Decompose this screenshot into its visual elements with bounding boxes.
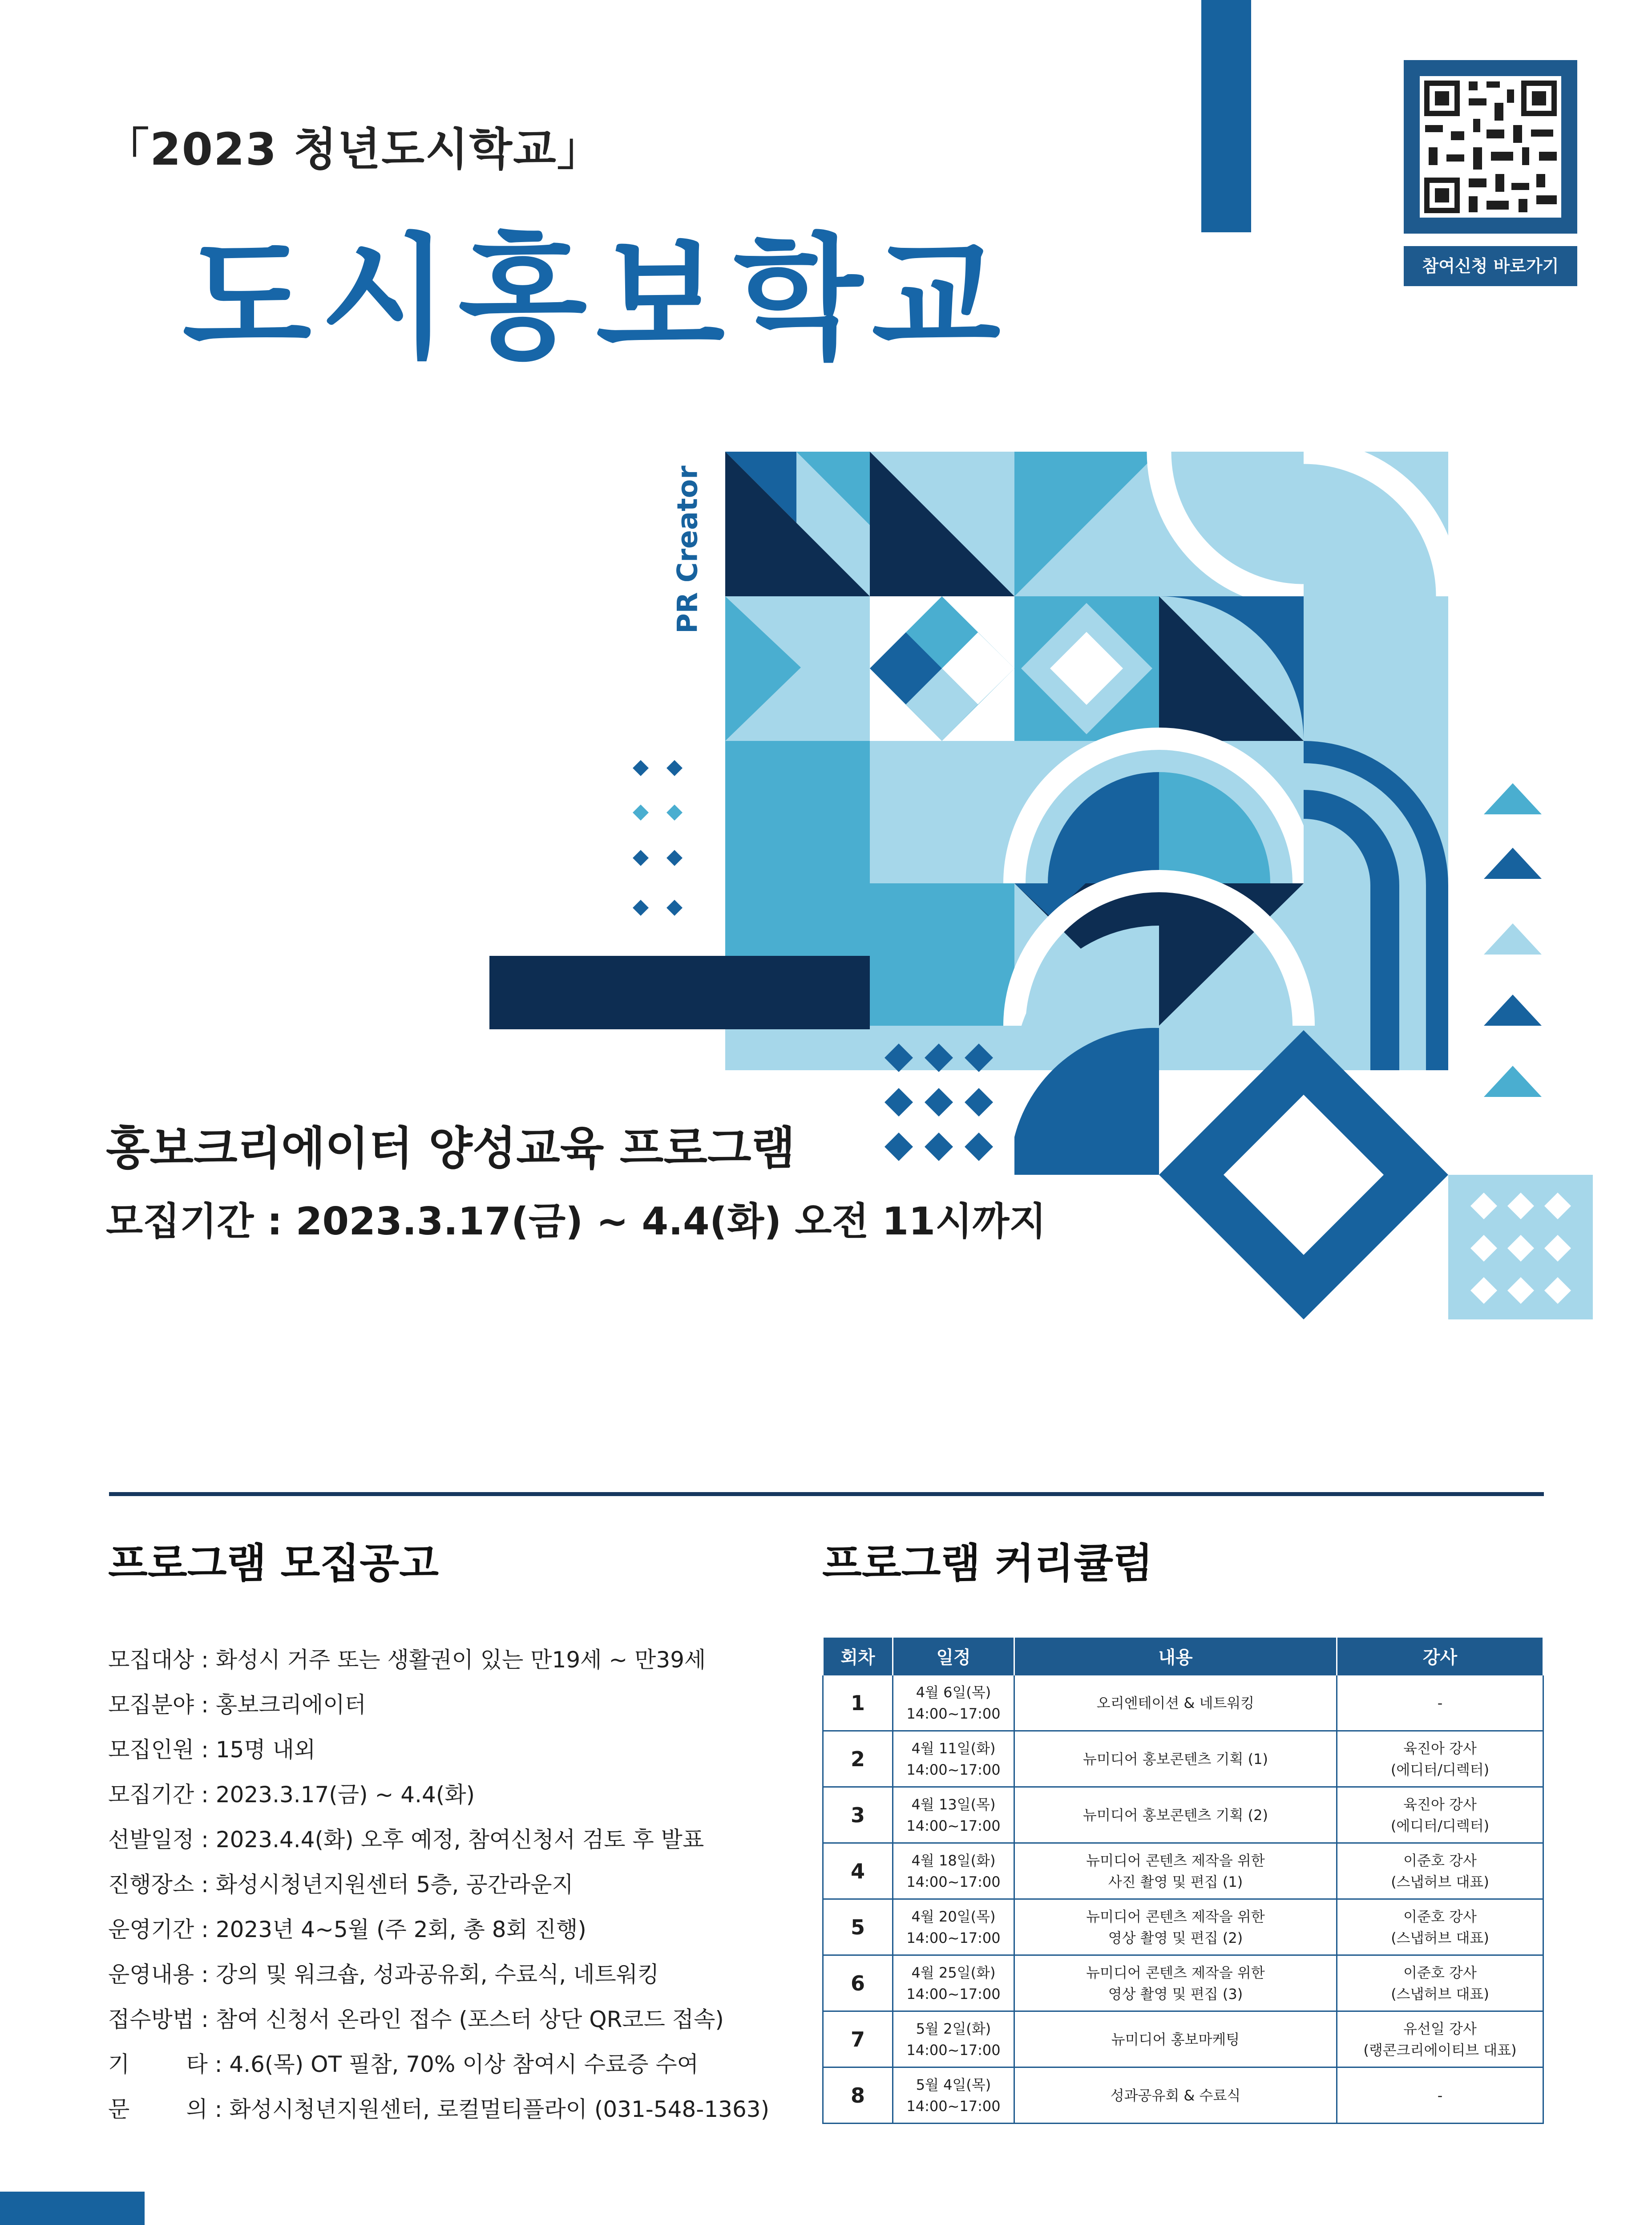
info-value: 화성시청년지원센터 5층, 공간라운지 [215,1872,574,1897]
session-schedule [893,1731,1014,1787]
session-schedule [893,2067,1014,2124]
info-value: 화성시청년지원센터, 로컬멀티플라이 (031-548-1363) [229,2096,770,2122]
session-number: 6 [823,1955,893,2011]
info-value: 참여 신청서 온라인 접수 (포스터 상단 QR코드 접속) [215,2007,724,2032]
table-row [823,1955,1543,2011]
content-line: 뉴미디어 홍보콘텐츠 기획 (1) [1083,1750,1268,1768]
session-time: 14:00~17:00 [906,1929,1001,1946]
lecturer-line: - [1437,1694,1443,1711]
session-schedule [893,1675,1014,1731]
session-time: 14:00~17:00 [906,1761,1001,1778]
info-row [108,1642,864,1687]
session-date: 4월 11일(화) [911,1740,996,1757]
session-time: 14:00~17:00 [906,2097,1001,2115]
info-row [108,1867,864,1912]
content-line: 영상 촬영 및 편집 (2) [1108,1929,1243,1946]
session-content [1014,1731,1337,1787]
session-date: 4월 25일(화) [911,1964,996,1981]
session-time: 14:00~17:00 [906,1817,1001,1834]
session-content [1014,1675,1337,1731]
info-value: 4.6(목) OT 필참, 70% 이상 참여시 수료증 수여 [229,2051,699,2077]
curriculum-table [822,1638,1544,2124]
session-number: 1 [823,1675,893,1731]
column-header: 내용 [1014,1638,1337,1675]
decorative-top-bar [1201,0,1251,232]
session-schedule [893,1843,1014,1899]
info-value: 화성시 거주 또는 생활권이 있는 만19세 ~ 만39세 [215,1647,706,1673]
table-row [823,1899,1543,1955]
session-schedule [893,1955,1014,2011]
table-row [823,1843,1543,1899]
info-value: 홍보크리에이터 [215,1692,366,1718]
info-label: 모집대상 : [108,1647,216,1673]
qr-pattern [1420,76,1561,218]
session-schedule [893,2011,1014,2067]
content-line: 뉴미디어 홍보마케팅 [1111,2031,1240,2048]
info-label: 운영내용 : [108,1962,216,1987]
table-row [823,1731,1543,1787]
session-time: 14:00~17:00 [906,2041,1001,2059]
lecturer-line: 이준호 강사 [1403,1852,1477,1869]
session-content [1014,1899,1337,1955]
content-line: 사진 촬영 및 편집 (1) [1108,1873,1243,1890]
session-lecturer [1337,1787,1543,1843]
info-label: 모집기간 : [108,1782,216,1808]
info-row [108,1687,864,1732]
info-value: 15명 내외 [215,1737,316,1763]
info-label: 기 타 : [108,2051,230,2077]
lecturer-line: (에디터/디렉터) [1390,1817,1490,1834]
info-value: 2023년 4~5월 (주 2회, 총 8회 진행) [215,1917,586,1942]
session-schedule [893,1787,1014,1843]
content-line: 뉴미디어 콘텐츠 제작을 위한 [1086,1964,1265,1981]
column-header: 일정 [893,1638,1014,1675]
table-header-row [823,1638,1543,1675]
info-label: 선발일정 : [108,1827,216,1853]
content-line: 영상 촬영 및 편집 (3) [1108,1985,1243,2002]
qr-code-icon[interactable] [1404,60,1577,234]
session-lecturer [1337,2011,1543,2067]
session-time: 14:00~17:00 [906,1705,1001,1722]
session-lecturer [1337,1675,1543,1731]
lecturer-line: 이준호 강사 [1403,1908,1477,1925]
session-date: 4월 6일(목) [916,1683,991,1701]
session-schedule [893,1899,1014,1955]
info-label: 문 의 : [108,2096,230,2122]
main-title: 도시홍보학교 [182,221,1010,376]
lecturer-line: (스냅허브 대표) [1391,1929,1489,1946]
session-lecturer [1337,1731,1543,1787]
session-date: 4월 20일(목) [911,1908,996,1925]
session-content [1014,1955,1337,2011]
info-label: 접수방법 : [108,2007,216,2032]
lecturer-line: (랭콘크리에이티브 대표) [1363,2041,1517,2059]
column-header: 강사 [1337,1638,1543,1675]
info-row [108,2092,864,2136]
decorative-bottom-square [0,2192,145,2225]
lecturer-line: 육진아 강사 [1403,1796,1477,1813]
session-date: 4월 18일(화) [911,1852,996,1869]
session-number: 3 [823,1787,893,1843]
info-value: 2023.4.4(화) 오후 예정, 참여신청서 검토 후 발표 [215,1827,704,1853]
content-line: 뉴미디어 홍보콘텐츠 기획 (2) [1083,1806,1268,1824]
session-date: 5월 2일(화) [916,2020,991,2037]
recruit-info-list [108,1642,864,2136]
session-number: 8 [823,2067,893,2124]
recruit-period: 모집기간 : 2023.3.17(금) ~ 4.4(화) 오전 11시까지 [106,1199,1046,1244]
info-value: 2023.3.17(금) ~ 4.4(화) [215,1782,475,1808]
session-content [1014,2011,1337,2067]
info-label: 진행장소 : [108,1872,216,1897]
session-lecturer [1337,1955,1543,2011]
session-lecturer [1337,1899,1543,1955]
lecturer-line: (에디터/디렉터) [1390,1761,1490,1778]
session-time: 14:00~17:00 [906,1873,1001,1890]
info-row [108,1822,864,1867]
pre-title: 「2023 청년도시학교」 [105,123,602,175]
info-row [108,1777,864,1822]
info-value: 강의 및 워크숍, 성과공유회, 수료식, 네트워킹 [215,1962,659,1987]
info-row [108,1732,864,1777]
section-divider [109,1492,1544,1496]
vertical-label: PR Creator [671,465,704,634]
content-line: 성과공유회 & 수료식 [1110,2087,1241,2104]
table-row [823,2067,1543,2124]
info-row [108,1957,864,2002]
content-line: 뉴미디어 콘텐츠 제작을 위한 [1086,1908,1265,1925]
lecturer-line: 육진아 강사 [1403,1740,1477,1757]
info-label: 운영기간 : [108,1917,216,1942]
session-lecturer [1337,1843,1543,1899]
session-lecturer [1337,2067,1543,2124]
session-number: 7 [823,2011,893,2067]
session-date: 4월 13일(목) [911,1796,996,1813]
recruit-heading: 프로그램 모집공고 [108,1540,439,1587]
lecturer-line: 유선일 강사 [1403,2020,1477,2037]
info-row [108,1912,864,1957]
info-row [108,2002,864,2047]
session-time: 14:00~17:00 [906,1985,1001,2002]
info-row [108,2047,864,2092]
table-row [823,2011,1543,2067]
lecturer-line: 이준호 강사 [1403,1964,1477,1981]
info-label: 모집분야 : [108,1692,216,1718]
session-content [1014,2067,1337,2124]
lecturer-line: (스냅허브 대표) [1391,1873,1489,1890]
info-label: 모집인원 : [108,1737,216,1763]
content-line: 뉴미디어 콘텐츠 제작을 위한 [1086,1852,1265,1869]
vertical-label-wrap [654,449,721,650]
content-line: 오리엔테이션 & 네트워킹 [1096,1694,1255,1711]
session-number: 5 [823,1899,893,1955]
apply-shortcut-button[interactable]: 참여신청 바로가기 [1404,246,1577,286]
session-content [1014,1787,1337,1843]
session-number: 4 [823,1843,893,1899]
table-row [823,1675,1543,1731]
session-number: 2 [823,1731,893,1787]
lecturer-line: - [1437,2087,1443,2104]
program-subtitle: 홍보크리에이터 양성교육 프로그램 [106,1122,796,1175]
lecturer-line: (스냅허브 대표) [1391,1985,1489,2002]
session-content [1014,1843,1337,1899]
curriculum-heading: 프로그램 커리큘럼 [822,1540,1153,1587]
table-row [823,1787,1543,1843]
session-date: 5월 4일(목) [916,2076,991,2093]
column-header: 회차 [823,1638,893,1675]
